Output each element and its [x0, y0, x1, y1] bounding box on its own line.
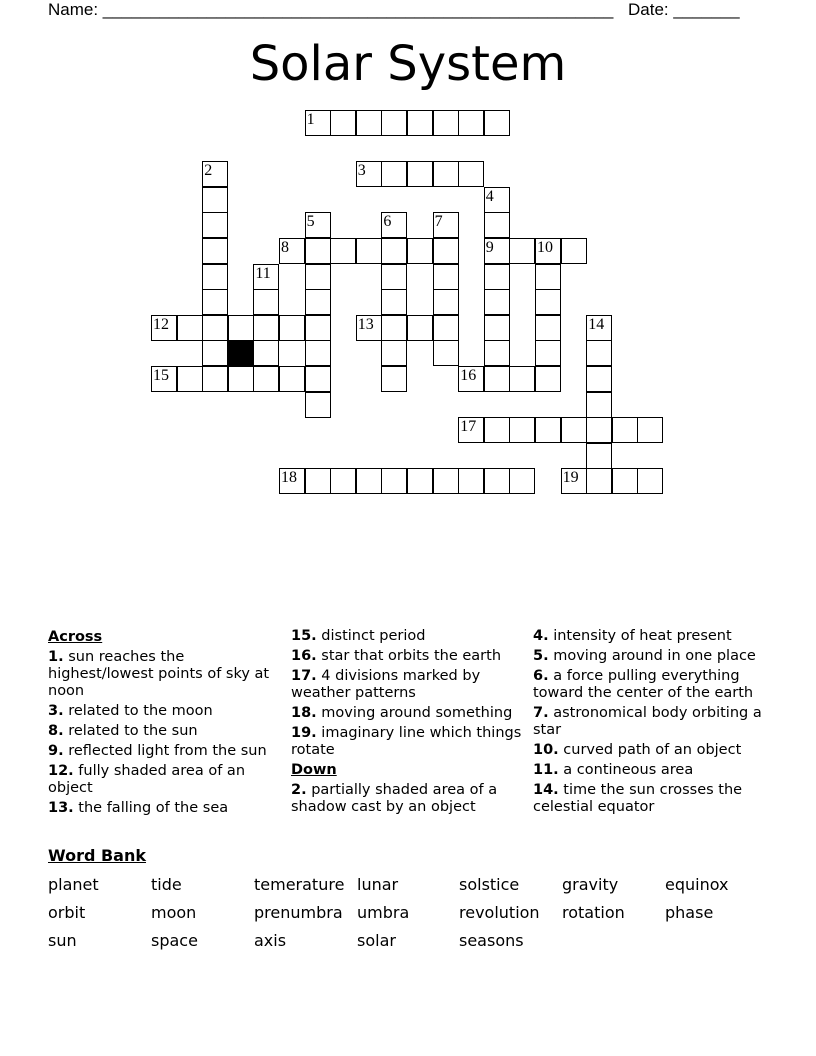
- clue-down-6: 6. a force pulling everything toward the center of the earth: [533, 668, 754, 701]
- grid-cell[interactable]: [509, 366, 535, 392]
- grid-cell[interactable]: [433, 315, 459, 341]
- grid-cell[interactable]: [484, 340, 510, 366]
- grid-cell[interactable]: [253, 366, 279, 392]
- clue-across-1: 1. sun reaches the highest/lowest points of sky at noon: [48, 649, 270, 699]
- crossword-grid: [0, 0, 816, 520]
- grid-cell[interactable]: [433, 340, 459, 366]
- grid-cell[interactable]: [535, 366, 561, 392]
- grid-cell[interactable]: [586, 340, 612, 366]
- grid-cell[interactable]: [407, 110, 433, 136]
- grid-cell[interactable]: [381, 315, 407, 341]
- clue-across-8: 8. related to the sun: [48, 723, 198, 739]
- clue-down-10: 10. curved path of an object: [533, 742, 742, 758]
- clue-number: 1: [306, 111, 315, 128]
- clue-across-3: 3. related to the moon: [48, 703, 213, 719]
- down-heading: Down: [291, 762, 337, 778]
- word-bank-item: moon: [151, 903, 197, 922]
- clue-down-4: 4. intensity of heat present: [533, 628, 732, 644]
- clue-number: 7: [434, 213, 443, 231]
- grid-cell[interactable]: [458, 161, 484, 187]
- grid-cell[interactable]: [561, 417, 587, 443]
- clue-number: 9: [485, 239, 494, 256]
- clue-col-1: [48, 628, 288, 820]
- grid-cell[interactable]: [305, 340, 331, 366]
- grid-cell[interactable]: [202, 187, 228, 213]
- grid-cell[interactable]: [509, 468, 535, 494]
- grid-cell[interactable]: [381, 264, 407, 290]
- grid-cell[interactable]: [202, 212, 228, 238]
- clue-number: 18: [281, 469, 297, 487]
- grid-cell[interactable]: [561, 238, 587, 264]
- grid-cell[interactable]: [356, 238, 382, 264]
- word-bank-item: tide: [151, 875, 182, 894]
- clue-number: 15: [153, 367, 169, 384]
- grid-cell[interactable]: [433, 161, 459, 187]
- grid-cell[interactable]: [202, 340, 228, 366]
- grid-cell[interactable]: [433, 238, 459, 264]
- grid-cell[interactable]: [637, 468, 663, 494]
- grid-cell[interactable]: [535, 289, 561, 315]
- grid-cell[interactable]: [484, 289, 510, 315]
- grid-cell[interactable]: [381, 468, 407, 494]
- grid-cell[interactable]: [177, 315, 203, 341]
- grid-cell[interactable]: [228, 315, 254, 341]
- clue-across-15: 15. distinct period: [291, 628, 426, 644]
- grid-cell[interactable]: [356, 468, 382, 494]
- grid-cell[interactable]: [305, 238, 331, 264]
- clue-number: 3: [357, 162, 366, 180]
- clue-number: 11: [255, 264, 271, 282]
- grid-cell[interactable]: [305, 366, 331, 392]
- across-heading: Across: [48, 629, 103, 645]
- grid-cell[interactable]: [177, 366, 203, 392]
- word-bank-title: Word Bank: [48, 846, 147, 865]
- grid-cell[interactable]: [253, 289, 279, 315]
- word-bank-item: space: [151, 931, 198, 950]
- clue-number: 17: [460, 418, 477, 436]
- grid-cell[interactable]: [458, 110, 484, 136]
- grid-cell[interactable]: [381, 110, 407, 136]
- clue-across-16: 16. star that orbits the earth: [291, 648, 502, 664]
- grid-cell[interactable]: [458, 468, 484, 494]
- clue-number: 12: [153, 315, 169, 333]
- name-line[interactable]: Name: ______________________________________________________: [48, 0, 614, 19]
- grid-cell[interactable]: [279, 366, 305, 392]
- grid-cell[interactable]: [381, 366, 407, 392]
- word-bank-item: temerature: [254, 875, 345, 894]
- word-bank-item: rotation: [562, 903, 625, 922]
- word-bank-item: phase: [665, 903, 714, 922]
- clue-down-5: 5. moving around in one place: [533, 648, 756, 664]
- grid-cell[interactable]: [535, 264, 561, 290]
- grid-cell[interactable]: [381, 340, 407, 366]
- grid-cell[interactable]: [637, 417, 663, 443]
- grid-cell[interactable]: [484, 315, 510, 341]
- grid-cell[interactable]: [433, 110, 459, 136]
- grid-cell[interactable]: [586, 417, 612, 443]
- grid-cell[interactable]: [279, 315, 305, 341]
- grid-cell[interactable]: [433, 468, 459, 494]
- word-bank-item: sun: [48, 931, 77, 950]
- black-square: [228, 340, 254, 366]
- grid-cell[interactable]: [381, 238, 407, 264]
- clue-col-2: [291, 628, 523, 819]
- clue-across-9: 9. reflected light from the sun: [48, 743, 267, 759]
- date-line[interactable]: Date: _______: [628, 0, 740, 19]
- word-bank-item: revolution: [459, 903, 540, 922]
- grid-cell[interactable]: [407, 238, 433, 264]
- word-bank-item: solar: [357, 931, 396, 950]
- grid-cell[interactable]: [407, 315, 433, 341]
- word-bank-item: prenumbra: [254, 903, 343, 922]
- grid-cell[interactable]: [586, 392, 612, 418]
- grid-cell[interactable]: [612, 417, 638, 443]
- clue-down-7: 7. astronomical body orbiting a star: [533, 705, 762, 738]
- word-bank-item: lunar: [357, 875, 399, 894]
- clue-number: 4: [485, 187, 494, 205]
- grid-cell[interactable]: [484, 212, 510, 238]
- grid-cell[interactable]: [202, 264, 228, 290]
- word-bank-item: orbit: [48, 903, 86, 922]
- clue-col-3: [533, 628, 773, 819]
- grid-cell[interactable]: [202, 238, 228, 264]
- clue-number: 8: [281, 239, 289, 256]
- grid-cell[interactable]: [484, 417, 510, 443]
- clue-across-19: 19. imaginary line which things rotate: [291, 725, 522, 758]
- grid-cell[interactable]: [484, 110, 510, 136]
- grid-cell[interactable]: [330, 238, 356, 264]
- word-bank-item: seasons: [459, 931, 524, 950]
- grid-cell[interactable]: [433, 264, 459, 290]
- grid-cell[interactable]: [202, 289, 228, 315]
- grid-cell[interactable]: [202, 315, 228, 341]
- grid-cell[interactable]: [586, 468, 612, 494]
- clue-number: 6: [383, 213, 392, 231]
- grid-cell[interactable]: [612, 468, 638, 494]
- grid-cell[interactable]: [535, 315, 561, 341]
- grid-cell[interactable]: [330, 110, 356, 136]
- grid-cell[interactable]: [228, 366, 254, 392]
- word-bank-item: gravity: [562, 875, 619, 894]
- clue-number: 10: [537, 239, 553, 256]
- clue-number: 13: [357, 315, 374, 333]
- clue-across-12: 12. fully shaded area of an object: [48, 763, 246, 796]
- clue-across-17: 17. 4 divisions marked by weather patterns: [291, 668, 481, 701]
- grid-cell[interactable]: [305, 315, 331, 341]
- word-bank-item: solstice: [459, 875, 520, 894]
- grid-cell[interactable]: [202, 366, 228, 392]
- grid-cell[interactable]: [407, 468, 433, 494]
- grid-cell[interactable]: [484, 264, 510, 290]
- page-title: Solar System: [249, 36, 567, 92]
- grid-cell[interactable]: [305, 468, 331, 494]
- clue-across-13: 13. the falling of the sea: [48, 800, 229, 816]
- grid-cell[interactable]: [509, 238, 535, 264]
- grid-cell[interactable]: [381, 161, 407, 187]
- grid-cell[interactable]: [433, 289, 459, 315]
- clue-down-2: 2. partially shaded area of a shadow cast by an object: [291, 782, 498, 815]
- clue-down-11: 11. a contineous area: [533, 762, 694, 778]
- grid-cell[interactable]: [407, 161, 433, 187]
- word-bank-item: axis: [254, 931, 287, 950]
- clue-across-18: 18. moving around something: [291, 705, 513, 721]
- grid-cell[interactable]: [484, 468, 510, 494]
- grid-cell[interactable]: [330, 468, 356, 494]
- grid-cell[interactable]: [356, 110, 382, 136]
- word-bank-item: planet: [48, 875, 99, 894]
- clue-number: 16: [460, 367, 477, 384]
- grid-cell[interactable]: [586, 366, 612, 392]
- grid-cell[interactable]: [305, 264, 331, 290]
- grid-cell[interactable]: [535, 340, 561, 366]
- grid-cell[interactable]: [381, 289, 407, 315]
- grid-cell[interactable]: [305, 289, 331, 315]
- clue-number: 14: [588, 315, 605, 333]
- clue-number: 19: [562, 469, 579, 487]
- word-bank-item: equinox: [665, 875, 729, 894]
- grid-cell[interactable]: [535, 417, 561, 443]
- clue-number: 2: [204, 162, 213, 180]
- grid-cell[interactable]: [253, 340, 279, 366]
- clue-down-14: 14. time the sun crosses the celestial equator: [533, 782, 743, 815]
- word-bank-item: umbra: [357, 903, 410, 922]
- grid-cell[interactable]: [509, 417, 535, 443]
- grid-cell[interactable]: [586, 443, 612, 469]
- grid-cell[interactable]: [305, 392, 331, 418]
- grid-cell[interactable]: [253, 315, 279, 341]
- clue-number: 5: [306, 213, 315, 231]
- grid-cell[interactable]: [484, 366, 510, 392]
